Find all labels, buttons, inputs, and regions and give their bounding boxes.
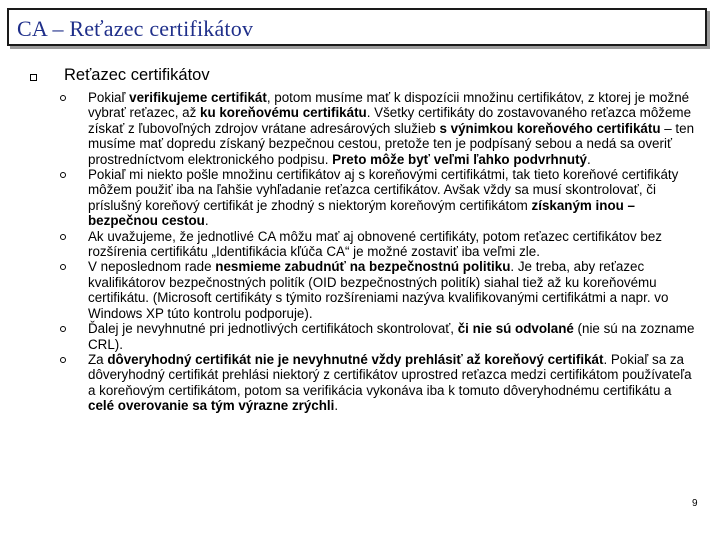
- square-bullet-icon: [30, 74, 37, 81]
- list-item: [58, 259, 700, 321]
- page-number: 9: [692, 498, 698, 509]
- list-item: [58, 321, 700, 352]
- circle-bullet-icon: [60, 172, 66, 178]
- circle-bullet-icon: [60, 326, 66, 332]
- list-item: [58, 229, 700, 260]
- list-item: [58, 167, 700, 229]
- circle-bullet-icon: [60, 234, 66, 240]
- circle-bullet-icon: [60, 95, 66, 101]
- list-item-text: Ak uvažujeme, že jednotlivé CA môžu mať aj obnovené certifikáty, potom reťazec certifikátov bez rozšírenia certifikátu „Identifikácia kľúča CA“ je možné zostaviť iba veľmi zle.: [88, 228, 662, 260]
- slide-title: CA – Reťazec certifikátov: [17, 16, 254, 41]
- list-item: [58, 90, 700, 167]
- list-item-text: Pokiaľ verifikujeme certifikát, potom musíme mať k dispozícii množinu certifikátov, z ktorej je možné vybrať reťazec, až ku koreňovému certifikátu. Všetky certifikáty do zostavovaného reťazca môžeme získať z ľubovoľných zdrojov vrátane adresárových služieb s výnimkou koreňového certifikátu – ten musíme mať dopredu získaný bezpečnou cestou, pretože ten je podpísaný sebou a nedá sa overiť prostredníctvom elektronického podpisu. Preto môže byť veľmi ľahko podvrhnutý.: [88, 90, 695, 167]
- list-item: [58, 352, 700, 414]
- list-item-text: Ďalej je nevyhnutné pri jednotlivých certifikátoch skontrolovať, či nie sú odvolané (nie sú na zozname CRL).: [88, 321, 695, 352]
- slide-title-bar: [7, 8, 707, 46]
- bullet-list: [58, 90, 700, 414]
- section-heading: Reťazec certifikátov: [64, 66, 210, 84]
- circle-bullet-icon: [60, 357, 66, 363]
- list-item-text: Za dôveryhodný certifikát nie je nevyhnutné vždy prehlásiť až koreňový certifikát. Pokiaľ sa za dôveryhodný certifikát prehlási niektorý z certifikátov uprostred reťazca medzi certifikátom používateľa a koreňovým certifikátom, potom sa verifikácia vykonáva iba k tomuto dôveryhodnému certifikátu a celé overovanie sa tým výrazne zrýchli.: [88, 351, 692, 414]
- list-item-text: V neposlednom rade nesmieme zabudnúť na bezpečnostnú politiku. Je treba, aby reťazec kvalifikátorov bezpečnostných politík (OID bezpečnostných politík) siahal tiež až ku koreňovému certifikátu. (Microsoft certifikáty s týmito rozšíreniami nazýva kvalifikovanými certifikátmi a napr. vo Windows XP túto kontrolu podporuje).: [88, 259, 669, 321]
- circle-bullet-icon: [60, 264, 66, 270]
- list-item-text: Pokiaľ mi niekto pošle množinu certifikátov aj s koreňovými certifikátmi, tak tieto koreňové certifikáty môžem použiť iba na ľahšie vyhľadanie reťazca certifikátov. Avšak vždy sa musí skontrolovať, či príslušný koreňový certifikát je zhodný s niektorým koreňovým certifikátom získaným inou – bezpečnou cestou.: [88, 167, 679, 229]
